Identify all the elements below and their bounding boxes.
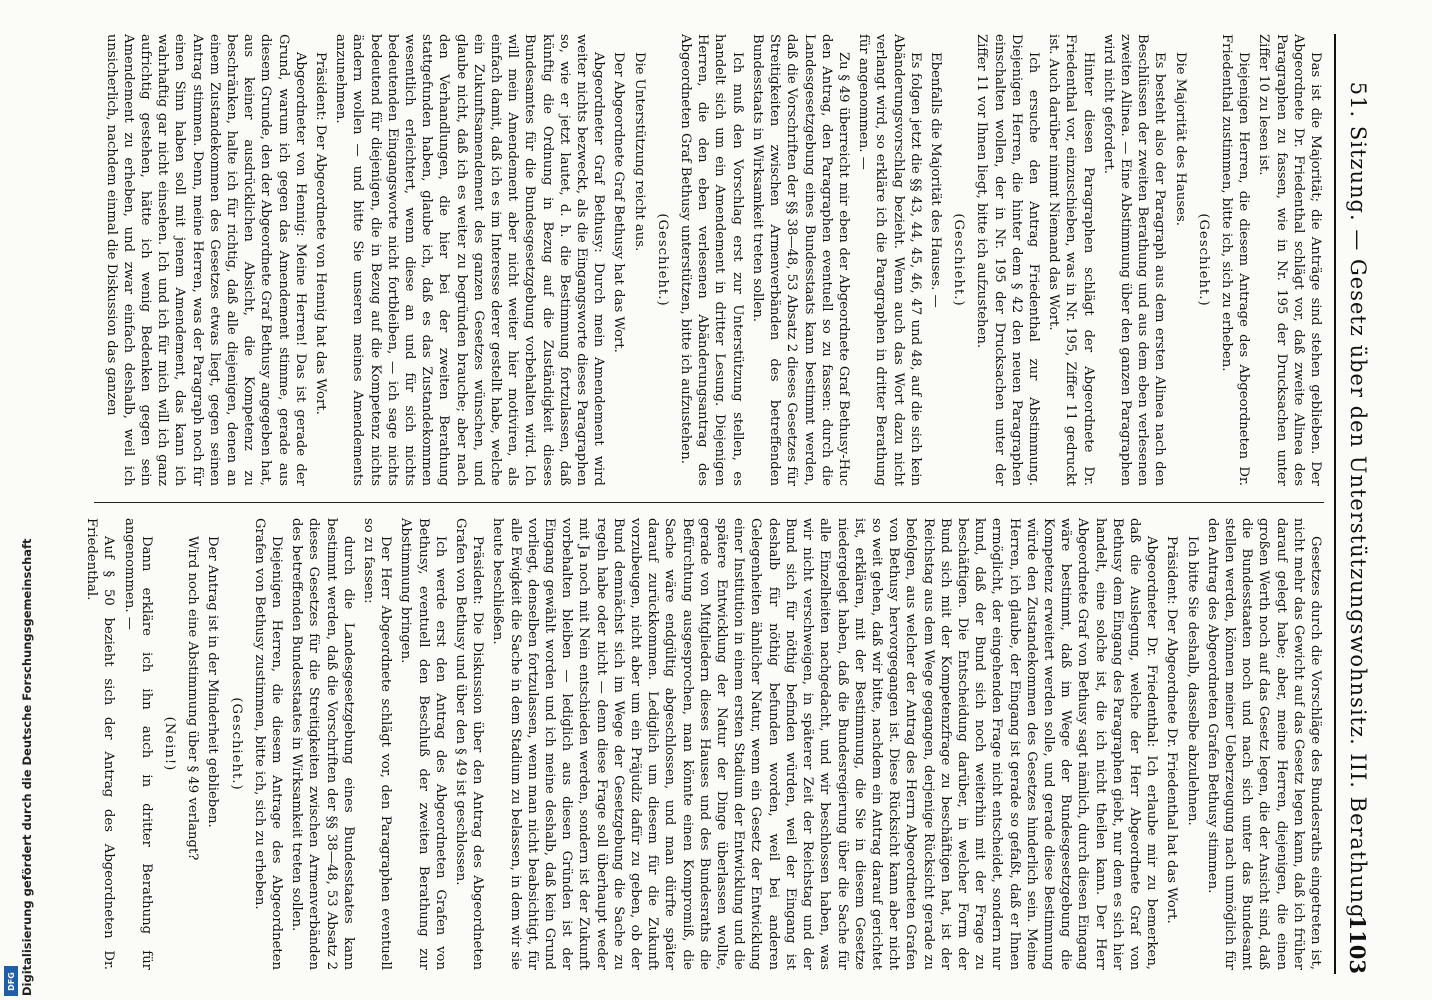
paragraph: Präsident: Der Abgeordnete von Hennig hat das Wort. [313, 52, 329, 415]
paragraph: Der Abgeordnete Graf Bethusy hat das Wort. [611, 52, 627, 353]
digitization-note [2, 538, 34, 996]
digitization-note-text: Digitalisierung gefördert durch die Deutsche Forschungsgemeinschaft [20, 538, 34, 996]
paragraph: Es besteht also der Paragraph aus dem ersten Alinea nach den Beschlüssen der zweiten Berathung und aus dem eben verlesenen zweiten Alinea. — Eine Abstimmung über den ganzen Paragraphen wird nicht gefordert. [1100, 34, 1168, 486]
stage-direction: (Nein!) [162, 716, 177, 772]
stage-direction: (Geschieht.) [951, 213, 967, 307]
stage-direction: (Geschieht.) [654, 213, 670, 307]
paragraph: Es folgen jetzt die §§ 43, 44, 45, 46, 47 und 48, auf die sich kein Abänderungsvorschlag bezieht. Wenn auch das Wort dazu nicht verlangt wird, so erkläre ich die Paragraphen in dritter Berathung für angenommen. — [856, 34, 923, 486]
paragraph: Auf § 50 bezieht sich der Antrag des Abgeordneten Dr. Friedenthal. [84, 518, 117, 970]
paragraph: Präsident: Die Diskussion über den Antrag des Abgeordneten Grafen von Bethusy und über den § 49 ist geschlossen. [453, 518, 486, 970]
paragraph: Das ist die Majorität; die Anträge sind stehen geblieben. Der Abgeordnete Dr. Friedenthal schlägt vor, daß zweite Alinea des Paragraphen zu fassen, wie in Nr. 195 der Drucksachen unter Ziffer 10 zu lesen ist. [1256, 34, 1323, 486]
paragraph: Abgeordneter Graf Bethusy: Durch mein Amendement wird weiter nichts bezweckt, als die Eingangsworte dieses Paragraphen so, wie er jetzt lautet, d. h. die Bestimmung fortzulassen, daß künftig die Ordnung in Bezug auf die Zuständigkeit dieses Bundesamtes für die Bundesgesetzgebung vorbehalten wird. Ich will mein Amendement aber nicht weiter hier motiviren, als einfach damit, daß ich es im Interesse derer gestellt habe, welche ein Zukunftsamendement des ganzen Gesetzes wünschen, und glaube nicht, daß ich es weiter zu begründen brauche; aber nach den Verhandlungen, die hier bei der zweiten Berathung stattgefunden haben, glaube ich, daß es das Zustandekommen wesentlich erleichtert, wenn diese an und für sich nichts bedeutenden Eingangsworte nicht fortbleiben, — ich sage nichts bedeutend für diejenigen, die in Bezug auf die Kompetenz nichts ändern wollen — und bitte Sie unseren meines Amendements anzunehmen. [333, 34, 607, 486]
paragraph: Abgeordneter von Hennig: Meine Herren! Das ist gerade der Grund, warum ich gegen das Amendement stimme, gerade aus diesem Grunde, den der Abgeordnete Graf Bethusy angegeben hat, aus keiner ausdrücklichen Absicht, die Kompetenz zu beschränken, halte ich für richtig, daß alle diejenigen, denen an einem Zustandekommen des Gesetzes etwas liegt, gegen seinen Antrag stimmen. Denn, meine Herren, was der Paragraph noch für einen Sinn haben soll mit jenem Amendement, das kann ich wahrhaftig gar nicht einsehen. Ich und ich für mich will ich ganz aufrichtig gestehen, hätte ich wenig Bedenken gegen sein Amendement zu erheben, und zwar einfach deshalb, weil ich unsicherlich, nachdem einmal die Diskussion das ganzen [103, 34, 308, 486]
paragraph: Der Antrag ist in der Minderheit geblieben. [205, 536, 221, 828]
paragraph: Ebenfalls die Majorität des Hauses. — [927, 52, 943, 308]
paragraph: Wird noch eine Abstimmung über § 49 verlangt? [185, 536, 201, 861]
column-divider [94, 502, 1324, 503]
page-header [1334, 34, 1376, 974]
paragraph: Dann erkläre ich ihn auch in dritter Berathung für angenommen. — [121, 518, 154, 970]
paragraph: Abgeordneter Dr. Friedenthal: Ich erlaube mir zu bemerken, daß die Auslegung, welche der Herr Abgeordnete Graf von Bethusy dem Eingang des Paragraphen giebt, nur dem es sich hier handelt, eine solche ist, die ich nicht theilen kann. Der Herr Abgeordnete Graf von Bethusy sagt nämlich, durch diesen Eingang wäre bestimmt, daß im Wege der Bundesgesetzgebung die Kompetenz erweitert werden solle, und gerade diese Bestimmung würde den Zustandekommen des Gesetzes hinderlich sein. Meine Herren, ich glaube, der Eingang ist gerade so gefaßt, daß er Ihnen ermöglicht, der eingehenden Frage nicht entscheidet, sondern nur kund, daß der Bund sich noch weiterhin mit der Frage zu beschäftigen. Die Entscheidung darüber, in welcher Form der Bund sich mit der Kompetenzfrage zu beschäftigen hat, ist der Reichstag aus dem Wege gegangen, derjenige Rücksicht gerade zu befolgen, aus welcher der Antrag des Herrn Abgeordneten Grafen von Bethusy hervorgegangen ist. Diese Rücksicht kann aber nicht so weit gehen, daß wir bitte, nachdem ein Antrag darauf gerichtet ist, erklären, mit der Bestimmung, die Sie in diesem Gesetze niedergelegt haben, daß die Bundesregierung über die Sache für alle Einzelheiten nachgedacht, und wir beschlossen haben, was wir nicht verschweigen, in späterer Zeit der Reichstag und der Bund sich für nöthig befinden würden, weil der Eingang ist deshalb für nöthig befunden worden, weil bei anderen Gelegenheiten ähnlicher Natur, wenn ein Gesetz der Entwicklung einer Institution in einem ersten Stadium der Entwicklung und die spätere Entwicklung der Natur der Dinge überlassen wollte, gerade von Mitgliedern dieses Hauses und des Bundesraths die Befürchtung ausgesprochen, man könnte einen Kompromiß, die Sache wäre endgültig abgeschlossen, und man dürfte später darauf zurückkommen. Lediglich um diesem für die Zukunft vorzubeugen, nicht aber um ein Präjudiz dafür zu geben, ob der Bund demnächst sich im Wege der Gesetzgebung die Sache zu regeln habe oder nicht — denn diese Frage soll überhaupt weder mit Ja noch mit Nein entschieden werden, sondern ist der Zukunft vorbehalten bleiben — lediglich aus diesen Gründen ist der Eingang gewählt worden und ich meine deshalb, daß kein Grund vorliegt, denselben fortzulassen, wenn man nicht beabsichtigt, für alle Ewigkeit die Sache in dem Stadium zu belassen, in dem wir sie heute beschließen. [490, 518, 1160, 970]
paragraph: Ich werde erst den Antrag des Abgeordneten Grafen von Bethusy, eventuell den Beschluß der zweiten Berathung zur Abstimmung bringen. [398, 518, 448, 970]
paragraph: Ich bitte Sie deshalb, dasselbe abzulehnen. [1184, 536, 1200, 826]
dfg-logo [4, 966, 18, 996]
paragraph: Gesetzes durch die Vorschläge des Bundesraths eingetreten ist, nicht mehr das Gewicht auf das Gesetz legen kann, daß ich früher darauf gelegt habe; aber, meine Herren, diejenigen, die einen großen Werth noch auf das Gesetz legen, die der Ansicht sind, daß die Bundesstaaten noch und nach sich unter das Bundesamt stellen werden, können meiner Ueberzeugung nach unmöglich für den Antrag des Abgeordneten Grafen Bethusy stimmen. [1204, 518, 1323, 970]
dfg-logo-text: DFG [6, 971, 16, 991]
paragraph: Diejenigen Herren, die diesem Antrage des Abgeordneten Grafen von Bethusy zustimmen, bitte ich, sich zu erheben. [251, 518, 285, 970]
paragraph: Ich ersuche den Antrag Friedenthal zur Abstimmung. Diejenigen Herren, die hinter dem § 42 den neuen Paragraphen einschalten wollen, der in Nr. 195 der Drucksachen unter der Ziffer 11 vor Ihnen liegt, bitte ich aufzustehen. [974, 34, 1041, 486]
paragraph: Die Unterstützung reicht aus. [631, 52, 647, 252]
paragraph: Diejenigen Herren, die diesem Antrage des Abgeordneten Dr. Friedenthal zustimmen, bitte ich, sich zu erheben. [1218, 34, 1252, 486]
paragraph: Zu § 49 überreicht mir eben der Abgeordnete Graf Bethusy-Huc den Antrag, den Paragraphen eventuell so zu fassen: durch die Landesgesetzgebung eines Bundesstaats kann bestimmt werden, daß die Vorschriften der §§ 38—48, 53 Absatz 2 dieses Gesetzes für Streitigkeiten zwischen Armenverbänden des betreffenden Bundesstaats in Wirksamkeit treten sollen. [749, 34, 851, 486]
running-title: 51. Sitzung. — Gesetz über den Unterstützungswohnsitz. III. Berathung. [1346, 81, 1370, 927]
stage-direction: (Geschieht.) [1195, 213, 1211, 307]
paragraph: Der Herr Abgeordnete schlägt vor, den Paragraphen eventuell so zu fassen: [361, 518, 394, 970]
paragraph: Präsident: Der Abgeordnete Dr. Friedenthal hat das Wort. [1164, 536, 1180, 924]
stage-direction: (Geschieht.) [228, 697, 244, 791]
paragraph: Ich muß den Vorschlag erst zur Unterstützung stellen, es handelt sich um ein Amendement in dritter Lesung. Diejenigen Herren, die den eben verlesenen Abänderungsantrag des Abgeordneten Graf Bethusy unterstützen, bitte ich aufzustehen. [678, 34, 745, 486]
page-number: 1103 [1345, 915, 1370, 974]
paragraph: durch die Landesgesetzgebung eines Bundesstaates kann bestimmt werden, daß die Vorschriften der §§ 38—48, 53 Absatz 2 dieses Gesetzes für die Streitigkeiten zwischen Armenverbänden des betreffenden Bundesstaates in Wirksamkeit treten sollen. [289, 518, 356, 970]
paragraph: Die Majorität des Hauses. [1172, 52, 1188, 226]
left-column [84, 34, 1324, 486]
paragraph: Hinter diesen Paragraphen schlägt der Abgeordnete Dr. Friedenthal vor, einzuschieben, was in Nr. 195, Ziffer 11 gedruckt ist. Auch darüber nimmt Niemand das Wort. [1046, 34, 1096, 486]
rotated-page-content [76, 34, 1376, 974]
right-column [84, 518, 1324, 970]
